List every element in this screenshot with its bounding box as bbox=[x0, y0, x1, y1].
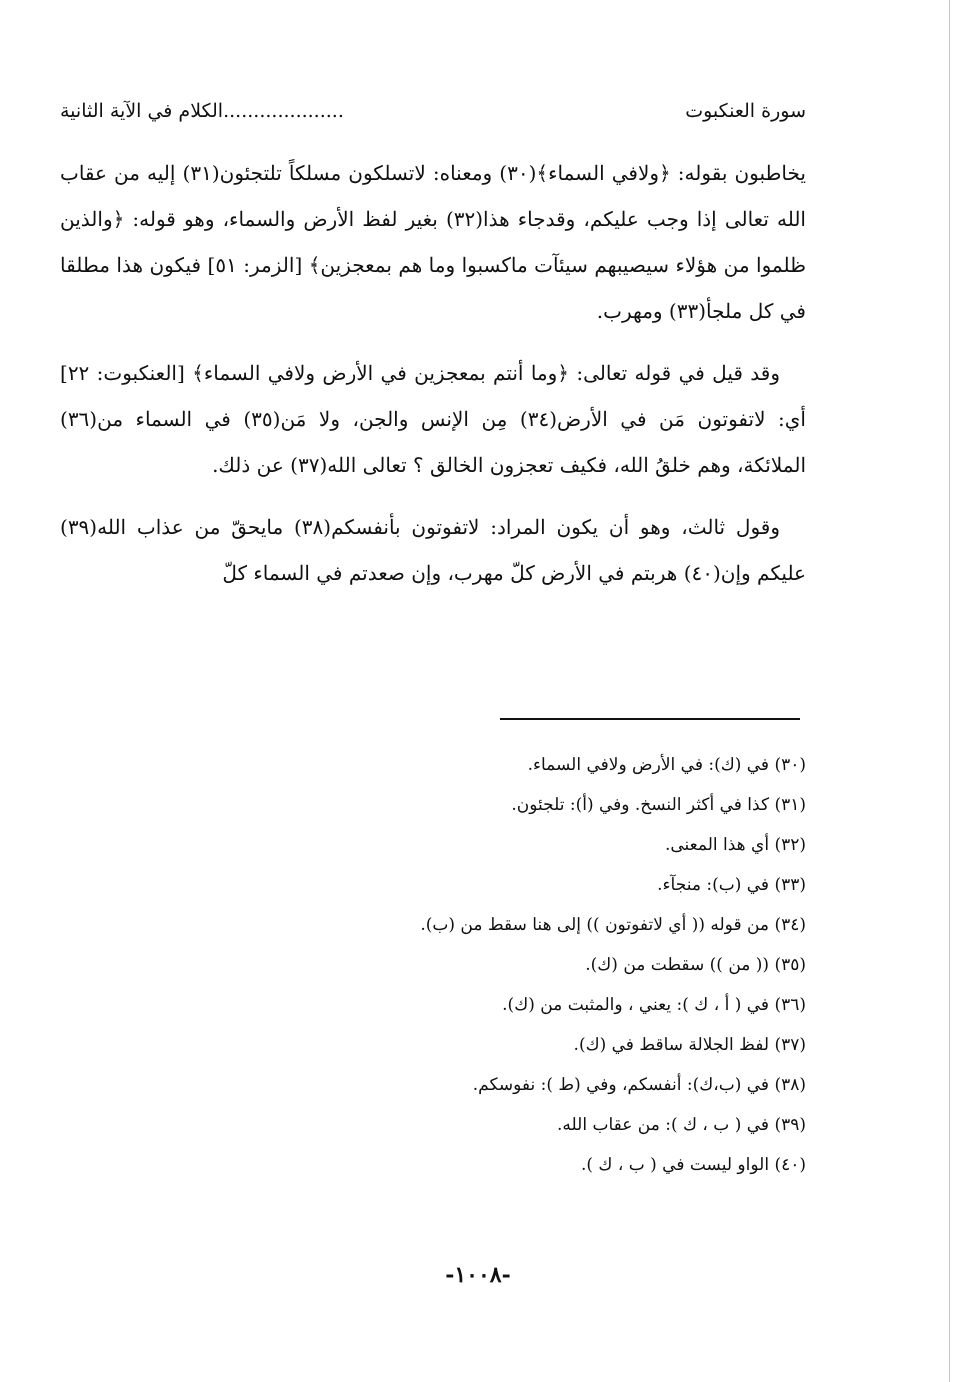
footnote: (٣٥) (( من )) سقطت من (ك). bbox=[585, 955, 806, 975]
paragraph: يخاطبون بقوله: ﴿ولافي السماء﴾(٣٠) ومعناه: لاتسلكون مسلكاً تلتجئون(٣١) إليه من عقاب الله تعالى إذا وجب عليكم، وقدجاء هذا(٣٢) بغير لفظ الأرض والسماء، وهو قوله: ﴿والذين ظلموا من هؤلاء سيصيبهم سيئآت ماكسبوا وما هم بمعجزين﴾ [الزمر: ٥١] فيكون هذا مطلقا في كل ملجأ(٣٣) ومهرب. bbox=[60, 161, 806, 323]
page-number: -١٠٠٨- bbox=[445, 1262, 511, 1288]
footnote: (٣٦) في ( أ ، ك ): يعني ، والمثبت من (ك). bbox=[502, 995, 806, 1015]
footnote: (٣٢) أي هذا المعنى. bbox=[664, 835, 806, 855]
header-surah: سورة العنكبوت bbox=[685, 100, 806, 122]
header-dots: .................... bbox=[223, 100, 344, 122]
scan-edge-line bbox=[949, 0, 950, 1382]
footnote-separator bbox=[500, 718, 800, 720]
footnote: (٣٠) في (ك): في الأرض ولافي السماء. bbox=[527, 755, 806, 775]
paragraph: وقول ثالث، وهو أن يكون المراد: لاتفوتون بأنفسكم(٣٨) مايحقّ من عذاب الله(٣٩) عليكم وإن(٤٠) هربتم في الأرض كلّ مهرب، وإن صعدتم في السماء كلّ bbox=[60, 515, 806, 585]
footnote: (٣٣) في (ب): منجآء. bbox=[657, 875, 806, 895]
header-section-title: الكلام في الآية الثانية bbox=[60, 100, 224, 122]
footnotes bbox=[60, 745, 806, 1185]
footnote: (٣٨) في (ب،ك): أنفسكم، وفي (ط ): نفوسكم. bbox=[472, 1075, 806, 1095]
paragraph: وقد قيل في قوله تعالى: ﴿وما أنتم بمعجزين في الأرض ولافي السماء﴾ [العنكبوت: ٢٢] أي: لاتفوتون مَن في الأرض(٣٤) مِن الإنس والجن، ولا مَن(٣٥) في السماء من(٣٦) الملائكة، وهم خلقُ الله، فكيف تعجزون الخالق ؟ تعالى الله(٣٧) عن ذلك. bbox=[60, 361, 806, 477]
main-text bbox=[60, 150, 806, 612]
footnote: (٣٤) من قوله (( أي لاتفوتون )) إلى هنا سقط من (ب). bbox=[420, 915, 806, 935]
footnote: (٣٧) لفظ الجلالة ساقط في (ك). bbox=[573, 1035, 806, 1055]
footnote: (٤٠) الواو ليست في ( ب ، ك ). bbox=[580, 1155, 806, 1175]
footnote: (٣١) كذا في أكثر النسخ. وفي (أ): تلجئون. bbox=[511, 795, 806, 815]
footnote: (٣٩) في ( ب ، ك ): من عقاب الله. bbox=[557, 1115, 806, 1135]
header-section bbox=[60, 100, 344, 122]
running-header bbox=[60, 100, 806, 122]
